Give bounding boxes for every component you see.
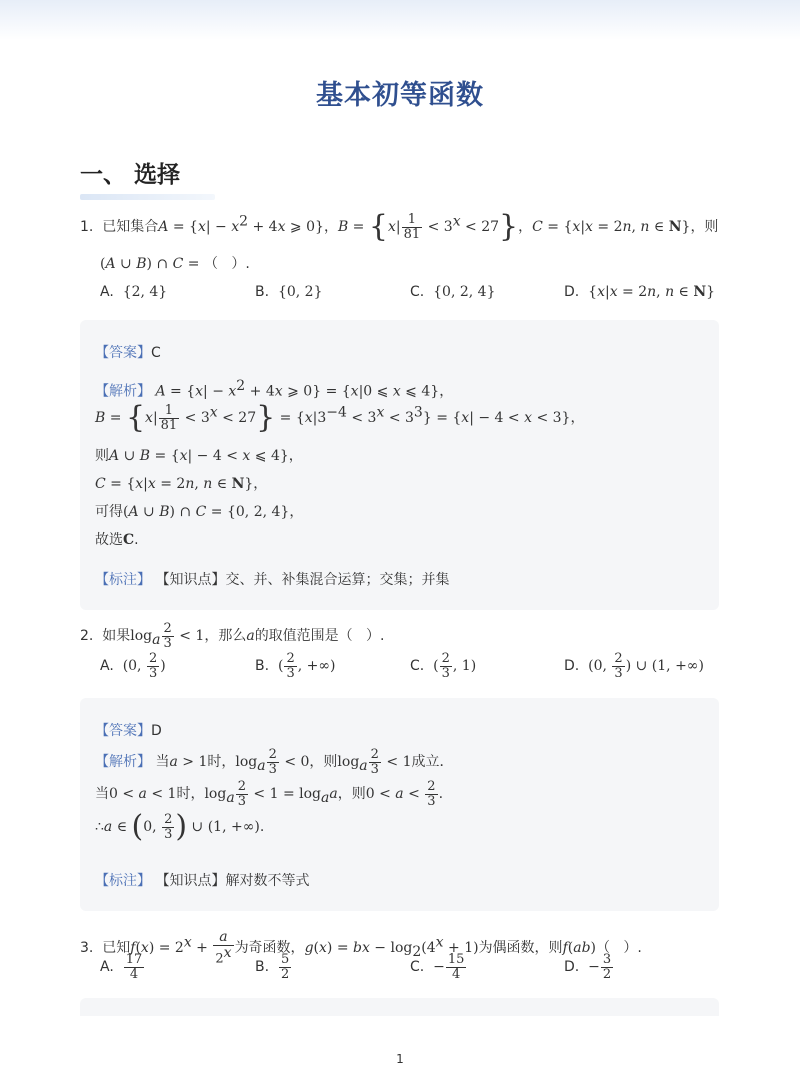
q2-option-b[interactable]: B. ( $\frac{2}{3}$ , +∞): [255, 651, 336, 681]
q1-option-a[interactable]: A. {2, 4}: [100, 284, 168, 300]
q1-answer: 【答案】C: [95, 345, 161, 361]
q3-option-a[interactable]: A. $\frac{17}{4}$: [100, 952, 143, 982]
q3-option-b[interactable]: B. $\frac{5}{2}$: [255, 952, 290, 982]
q1-note: 【标注】 【知识点】交、并、补集混合运算；交集；并集: [95, 572, 450, 588]
question-1-stem-cont: (A ∪ B) ∩ C = （ ）.: [100, 256, 250, 272]
q1-option-d[interactable]: D. {x|x = 2n, n ∈ N}: [564, 284, 716, 300]
section-underline: [80, 194, 215, 200]
section-heading: 一、 选择: [80, 162, 181, 188]
q2-analysis-3: ∴a ∈ (0, $\frac{2}{3}$ ) ∪ (1, +∞).: [95, 809, 265, 844]
question-3: 3. 已知$f(x) = 2^x$ + $\frac{a}{2^x}$ 为奇函数，g(x) = bx − $\log_2(4^x + 1)$为偶函数，则f(ab)（ ）.: [80, 929, 642, 967]
q1-analysis-3: 则A ∪ B = {x| − 4 < x ⩽ 4}，: [95, 448, 303, 464]
q2-option-a[interactable]: A. (0, $\frac{2}{3}$ ): [100, 651, 166, 681]
q2-analysis-2: 当0 < a < 1时，$\log_a$ $\frac{2}{3}$ < $1 = \log_aa$，则0 < a < $\frac{2}{3}$ .: [95, 779, 444, 809]
answer-box-3: [80, 998, 719, 1016]
q1-analysis-1: 【解析】 $A = \{x| - x^2 + 4x$ ⩾ 0} = {x|0 ⩽ x ⩽ 4}，: [95, 378, 454, 400]
q2-note: 【标注】 【知识点】解对数不等式: [95, 873, 310, 889]
q2-answer: 【答案】D: [95, 723, 162, 739]
q1-analysis-5: 可得(A ∪ B) ∩ C = {0, 2, 4}，: [95, 504, 304, 520]
q1-option-c[interactable]: C. {0, 2, 4}: [410, 284, 496, 300]
page-title: 基本初等函数: [316, 80, 484, 111]
q2-option-d[interactable]: D. (0, $\frac{2}{3}$ ) ∪ (1, +∞): [564, 651, 704, 681]
question-1: 1. 已知集合$A = \{x| - x^2 + 4x$ ⩾ 0}，B = {x| $\frac{1}{81}$ < $3^x < 27$}，C = {x|x = 2n, n ∈ N}，则: [80, 209, 719, 244]
question-2-stem: 如果$\log_a$ $\frac{2}{3}$ < 1，那么a的取值范围是（ ）.: [102, 621, 385, 651]
header-band: [0, 0, 800, 40]
question-1-stem: 已知集合$A = \{x| - x^2 + 4x$ ⩾ 0}，B = {x| $\frac{1}{81}$ < $3^x < 27$}，C = {x|x = 2n, n ∈ N}，则: [102, 209, 719, 244]
q2-option-c[interactable]: C. ( $\frac{2}{3}$ , 1): [410, 651, 477, 681]
page-number: 1: [396, 1052, 404, 1066]
q3-option-c[interactable]: C. − $\frac{15}{4}$: [410, 952, 465, 982]
question-3-stem: 已知$f(x) = 2^x$ + $\frac{a}{2^x}$ 为奇函数，g(x) = bx − $\log_2(4^x + 1)$为偶函数，则f(ab)（ ）.: [102, 929, 642, 967]
q1-analysis-4: C = {x|x = 2n, n ∈ N}，: [95, 476, 268, 492]
answer-box-1: [80, 320, 719, 610]
q1-analysis-2: B = {x| $\frac{1}{81}$ < $3^x < 27\} = \{x|3^{-4} < 3^x < 3^3\} = \{x| - 4 < x < 3\}$，: [95, 400, 585, 435]
q3-option-d[interactable]: D. − $\frac{3}{2}$: [564, 952, 612, 982]
question-2: 2. 如果$\log_a$ $\frac{2}{3}$ < 1，那么a的取值范围是（ ）.: [80, 621, 385, 651]
q2-analysis-1: 【解析】 当a > 1时，$\log_a$ $\frac{2}{3}$ < 0，则$\log_a$ $\frac{2}{3}$ < 1成立．: [95, 747, 454, 777]
q1-option-b[interactable]: B. {0, 2}: [255, 284, 323, 300]
answer-box-2: [80, 698, 719, 911]
q1-analysis-6: 故选C.: [95, 532, 139, 548]
